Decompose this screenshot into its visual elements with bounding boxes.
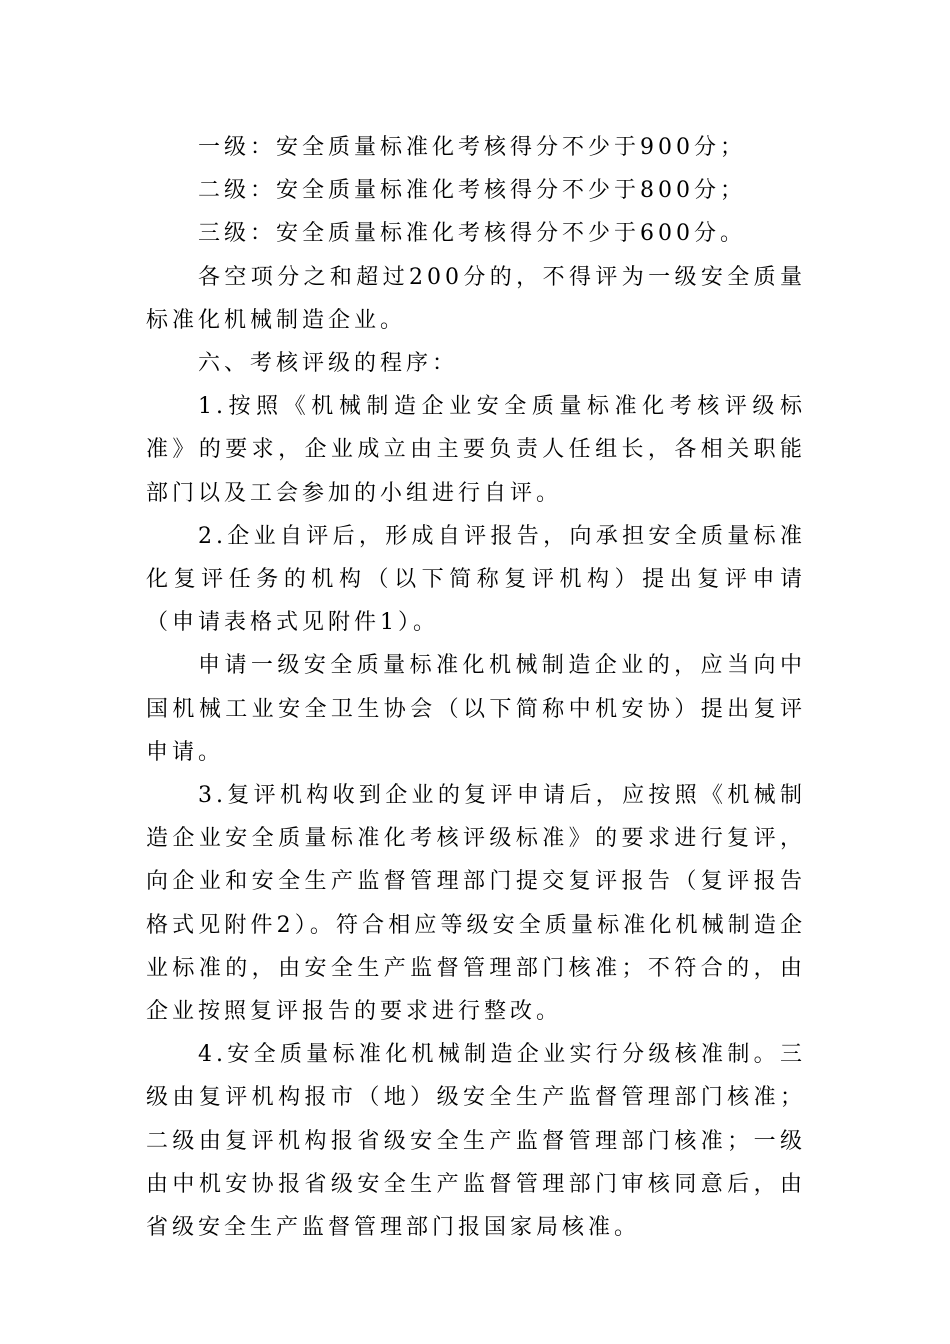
paragraph-empty-items-rule: 各空项分之和超过200分的，不得评为一级安全质量标准化机械制造企业。: [146, 264, 806, 333]
paragraph-level-three: 三级：安全质量标准化考核得分不少于600分。: [198, 221, 746, 247]
paragraph-step-3: 3.复评机构收到企业的复评申请后，应按照《机械制造企业安全质量标准化考核评级标准》的要求进行复评，向企业和安全生产监督管理部门提交复评报告（复评报告格式见附件2）。符合相应等级安全质量标准化机械制造企业标准的，由安全生产监督管理部门核准；不符合的，由企业按照复评报告的要求进行整改。: [146, 783, 806, 1025]
document-body: [146, 126, 806, 1249]
paragraph-step-4: 4.安全质量标准化机械制造企业实行分级核准制。三级由复评机构报市（地）级安全生产监督管理部门核准；二级由复评机构报省级安全生产监督管理部门核准；一级由中机安协报省级安全生产监督管理部门审核同意后，由省级安全生产监督管理部门报国家局核准。: [146, 1042, 806, 1241]
paragraph-level-two: 二级：安全质量标准化考核得分不少于800分；: [198, 178, 746, 204]
paragraph-level-one-application: 申请一级安全质量标准化机械制造企业的，应当向中国机械工业安全卫生协会（以下简称中机安协）提出复评申请。: [146, 653, 806, 765]
paragraph-step-1: 1.按照《机械制造企业安全质量标准化考核评级标准》的要求，企业成立由主要负责人任组长，各相关职能部门以及工会参加的小组进行自评。: [146, 394, 806, 506]
paragraph-step-2: 2.企业自评后，形成自评报告，向承担安全质量标准化复评任务的机构（以下简称复评机构）提出复评申请（申请表格式见附件1）。: [146, 523, 806, 636]
section-heading-procedure: 六、考核评级的程序：: [198, 351, 459, 377]
paragraph-level-one: 一级：安全质量标准化考核得分不少于900分；: [198, 135, 746, 160]
